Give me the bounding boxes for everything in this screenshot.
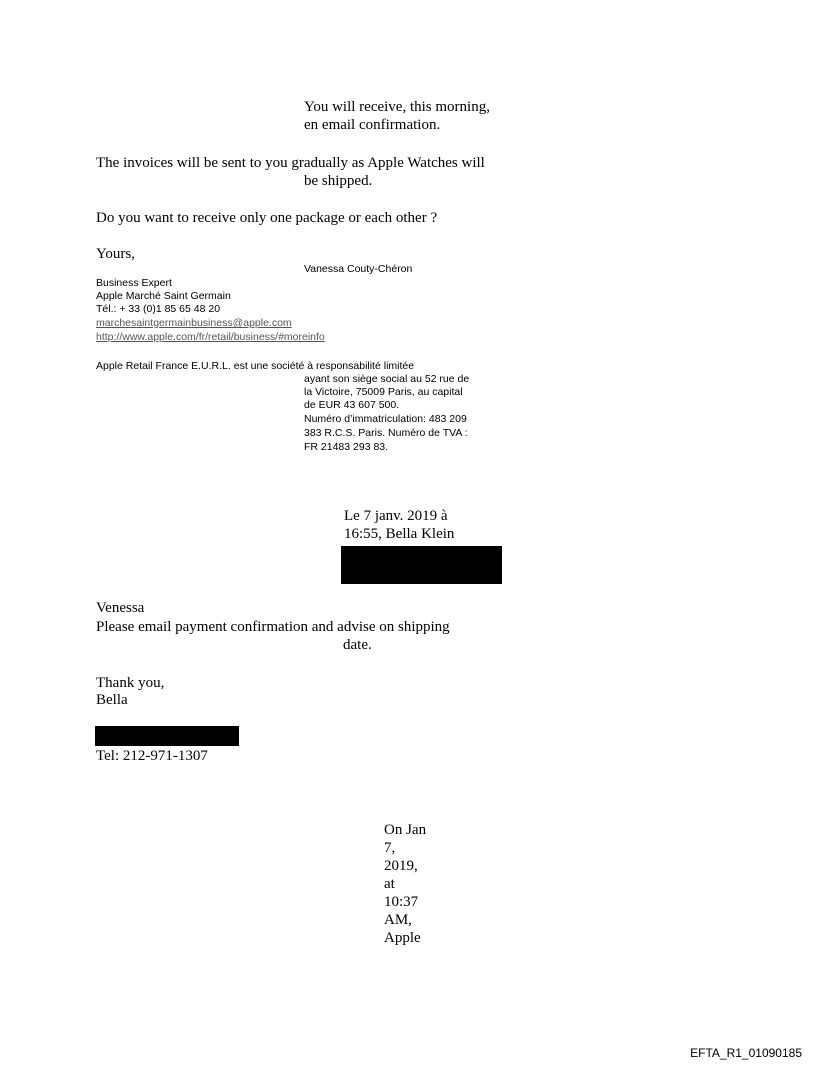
legal-line-1: Apple Retail France E.U.R.L. est une société à responsabilité limitée (96, 360, 415, 372)
signature-name: Vanessa Couty-Chéron (304, 263, 413, 275)
quote1-line-2: 16:55, Bella Klein (344, 526, 455, 542)
intro-line-2: en email confirmation. (304, 117, 441, 133)
redaction-block (95, 726, 239, 746)
signature-phone: Tél.: + 33 (0)1 85 65 48 20 (96, 303, 221, 315)
reply-line-1: Please email payment confirmation and advise on shipping (96, 619, 450, 635)
invoices-line-1: The invoices will be sent to you gradually as Apple Watches will (96, 155, 485, 171)
document-id: EFTA_R1_01090185 (690, 1046, 802, 1060)
quote2-line-6: AM, (384, 912, 412, 928)
redaction-block (341, 546, 502, 584)
quote2-line-3: 2019, (384, 858, 418, 874)
legal-line-6: 383 R.C.S. Paris. Numéro de TVA : (304, 427, 468, 439)
legal-line-7: FR 21483 293 83. (304, 441, 389, 453)
signature-store: Apple Marché Saint Germain (96, 290, 231, 302)
quote2-line-2: 7, (384, 840, 396, 856)
legal-line-5: Numéro d’immatriculation: 483 209 (304, 413, 467, 425)
legal-line-2: ayant son siège social au 52 rue de (304, 373, 470, 385)
quote2-line-1: On Jan (384, 822, 427, 838)
quote1-line-1: Le 7 janv. 2019 à (344, 508, 448, 524)
reply-salutation: Venessa (96, 600, 145, 616)
legal-line-4: de EUR 43 607 500. (304, 399, 400, 411)
signature-title: Business Expert (96, 277, 172, 289)
intro-line-1: You will receive, this morning, (304, 99, 490, 115)
quote2-line-4: at (384, 876, 395, 892)
signature-website-link[interactable]: http://www.apple.com/fr/retail/business/#moreinfo (96, 331, 325, 343)
legal-line-3: la Victoire, 75009 Paris, au capital (304, 386, 463, 398)
closing: Yours, (96, 246, 135, 262)
reply-thanks: Thank you, (96, 675, 165, 691)
quote2-line-7: Apple (384, 930, 421, 946)
package-question: Do you want to receive only one package or each other ? (96, 210, 438, 226)
reply-tel: Tel: 212-971-1307 (96, 748, 208, 764)
reply-name: Bella (96, 692, 128, 708)
quote2-line-5: 10:37 (384, 894, 419, 910)
invoices-line-2: be shipped. (304, 173, 373, 189)
reply-line-2: date. (343, 637, 372, 653)
signature-email-link[interactable]: marchesaintgermainbusiness@apple.com (96, 317, 292, 329)
